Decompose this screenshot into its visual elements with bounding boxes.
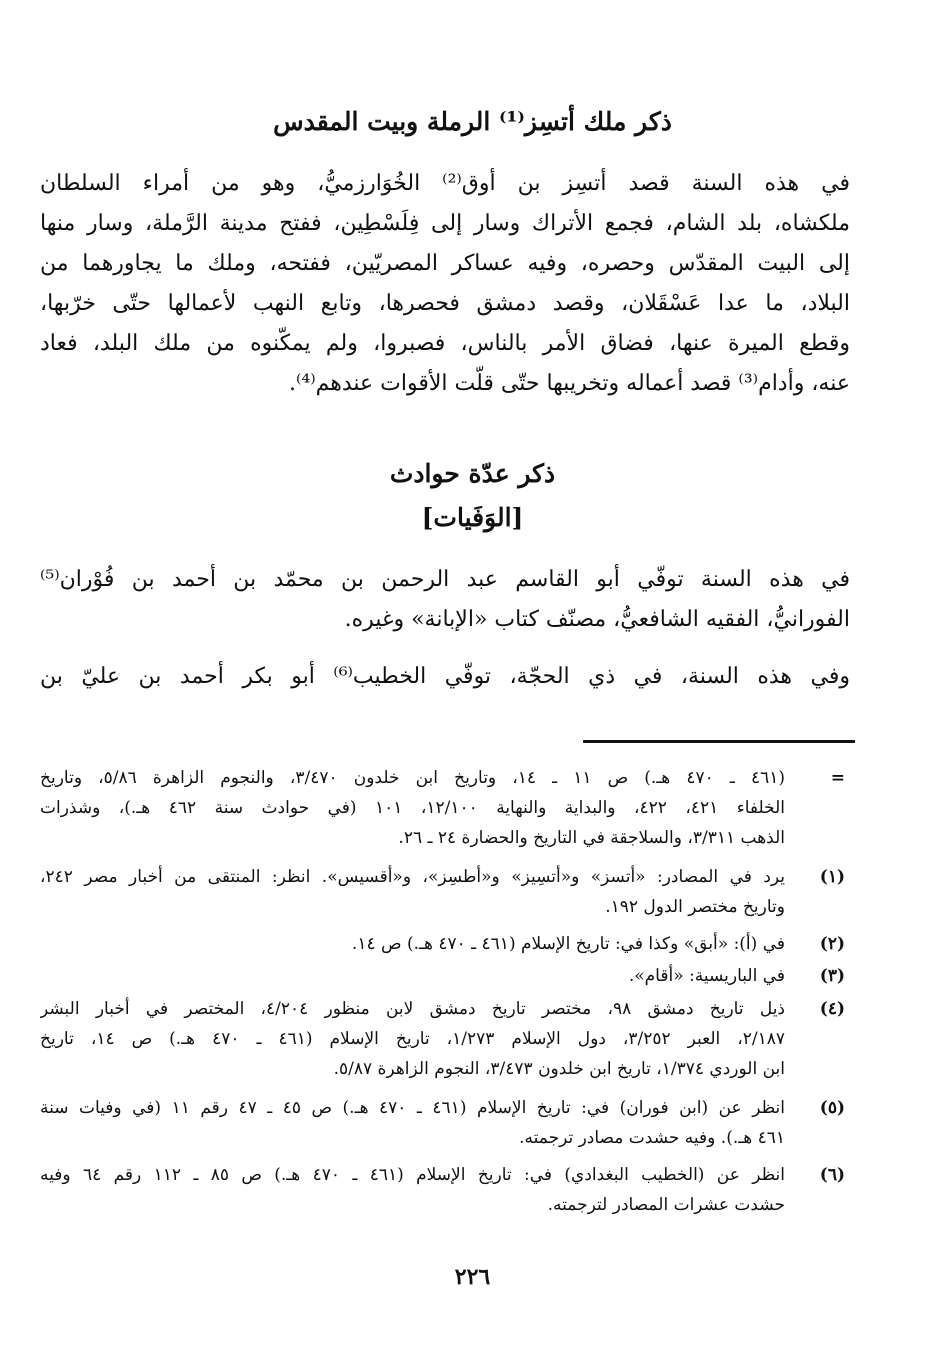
- body-line: الفورانيُّ، الفقيه الشافعيُّ، مصنّف كتاب «الإبانة» وغيره.: [344, 607, 850, 632]
- page-number: ٢٢٦: [454, 1264, 491, 1290]
- footnote-line: انظر عن (الخطيب البغدادي) في: تاريخ الإسلام (٤٦١ ـ ٤٧٠ هـ.) ص ٨٥ ـ ١١٢ رقم ٦٤ وفيه: [40, 1165, 785, 1185]
- body-line: وفي هذه السنة، في ذي الحجّة، توفّي الخطيب⁽⁶⁾ أبو بكر أحمد بن عليّ بن: [40, 664, 850, 689]
- footnote-4: [40, 994, 845, 1084]
- footnote-continued: [40, 763, 845, 853]
- footnote-marker: (٤): [819, 999, 845, 1019]
- footnote-marker: (٦): [819, 1165, 845, 1185]
- footnote-marker: (٣): [819, 966, 845, 986]
- footnote-line: (٤٦١ ـ ٤٧٠ هـ.) ص ١١ ـ ١٤، وتاريخ ابن خلدون ٣/٤٧٠، والنجوم الزاهرة ٥/٨٦، وتاريخ: [40, 768, 785, 788]
- footnote-2: [40, 929, 845, 959]
- footnote-marker: (١): [819, 867, 845, 887]
- footnote-line: في الباريسية: «أقام».: [628, 966, 785, 986]
- body-line: البلاد، ما عدا عَسْقَلان، وقصد دمشق فحصرها، وتابع النهب لأعمالها حتّى خرّبها،: [40, 291, 850, 316]
- footnote-line: في (أ): «أبق» وكذا في: تاريخ الإسلام (٤٦١ ـ ٤٧٠ هـ.) ص ١٤.: [351, 934, 785, 954]
- body-line: ملكشاه، بلد الشام، فجمع الأتراك وسار إلى فِلَسْطِين، ففتح مدينة الرَّملة، وسار منها: [40, 211, 850, 236]
- footnote-line: ابن الوردي ١/٣٧٤، تاريخ ابن خلدون ٣/٤٧٣، النجوم الزاهرة ٥/٨٧.: [333, 1059, 785, 1079]
- section-heading-atsiz: ذكر ملك أتسِز⁽¹⁾ الرملة وبيت المقدس: [273, 107, 672, 136]
- footnote-separator: [583, 740, 855, 743]
- footnote-3: [40, 961, 845, 991]
- footnote-line: انظر عن (ابن فوران) في: تاريخ الإسلام (٤٦١ ـ ٤٧٠ هـ.) ص ٤٥ ـ ٤٧ رقم ١١ (في وفيات سنة: [40, 1098, 785, 1118]
- section-heading-events: ذكر عدّة حوادث: [389, 459, 556, 488]
- footnote-line: وتاريخ مختصر الدول ١٩٢.: [605, 897, 785, 917]
- footnote-line: يرد في المصادر: «أتسز» و«أتسِيز» و«أطسِز»، و«أقسيس». انظر: المنتقى من أخبار مصر ٢٤٢،: [40, 867, 785, 887]
- footnote-1: [40, 862, 845, 922]
- body-line: في هذه السنة قصد أتسِز بن أوق⁽²⁾ الخُوَارزميُّ، وهو من أمراء السلطان: [40, 171, 850, 196]
- footnote-line: ٤٦١ هـ.). وفيه حشدت مصادر ترجمته.: [519, 1128, 785, 1148]
- footnote-marker: (٢): [819, 934, 845, 954]
- body-line: عنه، وأدام⁽³⁾ قصد أعماله وتخريبها حتّى قلّت الأقوات عندهم⁽⁴⁾.: [288, 371, 850, 396]
- footnote-6: [40, 1160, 845, 1220]
- footnote-marker: (٥): [819, 1098, 845, 1118]
- footnote-line: ذيل تاريخ دمشق ٩٨، مختصر تاريخ دمشق لابن منظور ٤/٢٠٤، المختصر في أخبار البشر: [40, 999, 785, 1019]
- section-subheading-deaths: [الوَفَيات]: [421, 503, 524, 532]
- body-line: إلى البيت المقدّس وحصره، وفيه عساكر المصريّين، ففتحه، وملك ما يجاورهما من: [40, 251, 850, 276]
- footnote-marker: =: [830, 768, 845, 788]
- footnote-line: ٢/١٨٧، العبر ٣/٢٥٢، دول الإسلام ١/٢٧٣، تاريخ الإسلام (٤٦١ ـ ٤٧٠ هـ.) ص ١٤، تاريخ: [40, 1029, 785, 1049]
- body-line: وقطع الميرة عنها، فضاق الأمر بالناس، فصبروا، ولم يمكّنوه من ملك البلد، فعاد: [40, 331, 850, 356]
- footnote-line: الذهب ٣/٣١١، والسلاجقة في التاريخ والحضارة ٢٤ ـ ٢٦.: [398, 828, 785, 848]
- footnote-line: حشدت عشرات المصادر لترجمته.: [547, 1195, 785, 1215]
- footnote-line: الخلفاء ٤٢١، ٤٢٢، والبداية والنهاية ١٢/١٠٠، ١٠١ (في حوادث سنة ٤٦٢ هـ.)، وشذرات: [40, 798, 785, 818]
- footnote-5: [40, 1093, 845, 1153]
- body-line: في هذه السنة توفّي أبو القاسم عبد الرحمن بن محمّد بن أحمد بن فُوْران⁽⁵⁾: [40, 567, 850, 592]
